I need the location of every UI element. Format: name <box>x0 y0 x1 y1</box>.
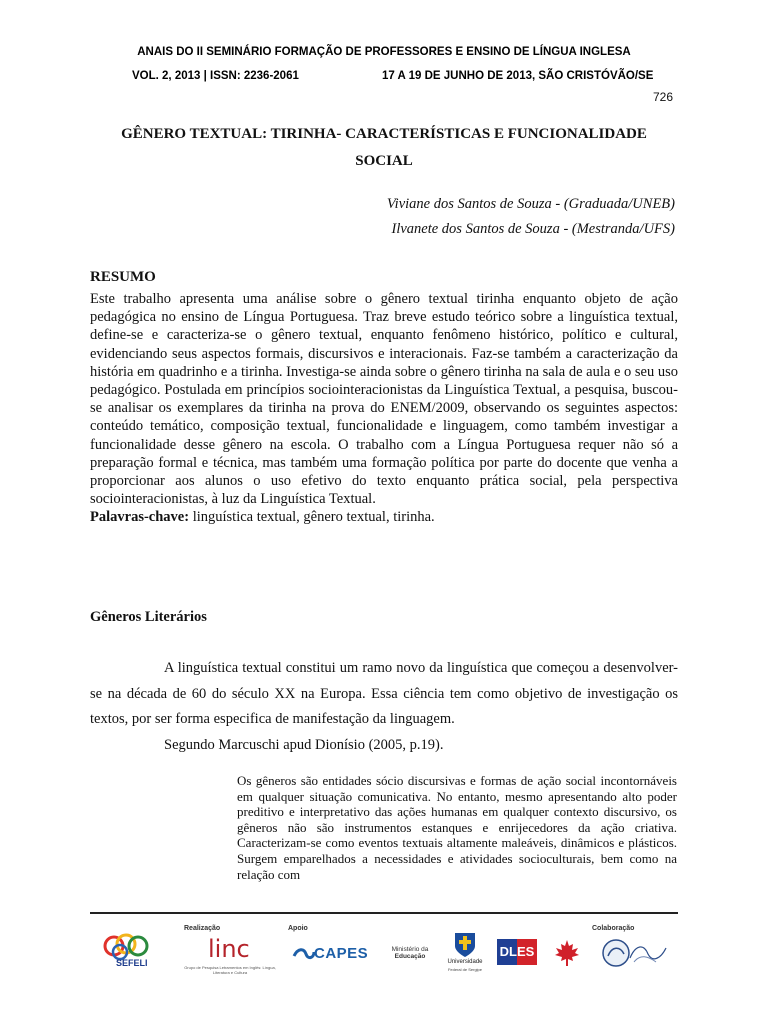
abstract-text: Este trabalho apresenta uma análise sobre o gênero textual tirinha enquanto objeto de ação pedagógica no ensino de Língua Portuguesa. Traz breve estudo teórico sobre a linguística textual, define-se e caracteriza-se o gênero textual, enquanto fenômeno histórico, político e cultural, evidenciando seus aspectos formais, discursivos e interacionais. Faz-se também a caracterização da história em quadrinho e a tirinha. Investiga-se ainda sobre o gênero tirinha na sala de aula e o seu uso pedagógico. Postulada em princípios sociointeracionistas da Linguística Textual, a pesquisa, buscou-se analisar os exemplares da tirinha na prova do ENEM/2009, observando os seguintes aspectos: conteúdo temático, composição textual, funcionalidade e linguagem, como também investigar a funcionalidade desse gênero na escola. O trabalho com a Língua Portuguesa requer não só a preparação formal e técnica, mas também uma formação política por parte do docente que venha a proporcionar aos alunos o uso efetivo do texto enquanto prática social, pela perspectiva sociointeracionistas, à luz da Linguística Textual. <box>90 291 678 508</box>
footer-label-apoio: Apoio <box>288 925 308 932</box>
running-header-date: 17 A 19 DE JUNHO DE 2013, SÃO CRISTÓVÃO/SE <box>382 70 654 82</box>
citation-intro: Segundo Marcuschi apud Dionísio (2005, p.19). <box>164 737 444 753</box>
body-text <box>90 656 678 733</box>
running-header-volume: VOL. 2, 2013 | ISSN: 2236-2061 <box>132 70 299 82</box>
colaboracao-emblem-icon <box>600 936 670 972</box>
running-header-title: ANAIS DO II SEMINÁRIO FORMAÇÃO DE PROFESSORES E ENSINO DE LÍNGUA INGLESA <box>137 46 631 58</box>
ufs-shield-icon <box>454 932 476 958</box>
canada-logo <box>552 938 582 970</box>
paper-title <box>90 121 678 175</box>
paper-title-line1: GÊNERO TEXTUAL: TIRINHA- CARACTERÍSTICAS E FUNCIONALIDADE <box>121 126 647 142</box>
paragraph-1: A linguística textual constitui um ramo novo da linguística que começou a desenvolver-se na década de 60 do século XX na Europa. Essa ciência tem como objetivo de investigação os textos, por ser forma especifica de manifestação da linguagem. <box>90 660 678 727</box>
block-quote: Os gêneros são entidades sócio discursivas e formas de ação social incontornáveis em qualquer situação comunicativa. No entanto, mesmo apresentando alto poder preditivo e interpretativo das ações humanas em qualquer contexto discursivo, os gêneros não são instrumentos estanques e enrijecedores da ação criativa. Caracterizam-se como eventos textuais altamente maleáveis, dinâmicos e plásticos. Surgem emparelhados a necessidades e atividades socioculturais, bem como na relação com <box>237 773 677 882</box>
mec-logo <box>384 946 436 968</box>
linc-logo-text: linc <box>208 935 250 963</box>
capes-logo-text: CAPES <box>314 945 369 962</box>
keywords <box>90 509 435 526</box>
capes-wave-icon <box>292 946 316 962</box>
author-1: Viviane dos Santos de Souza - (Graduada/UNEB) <box>386 196 675 212</box>
ufs-logo-line2: Federal de Sergipe <box>447 967 483 972</box>
capes-logo <box>292 944 374 966</box>
ufs-logo <box>441 932 489 976</box>
abstract-heading: RESUMO <box>90 269 156 285</box>
mec-logo-line2: Educação <box>394 953 426 960</box>
paper-title-line2: SOCIAL <box>355 153 413 169</box>
page-number: 726 <box>652 90 673 104</box>
linc-logo-caption: Grupo de Pesquisa Letramentos em Inglês: Língua, Literatura e Cultura <box>184 965 276 975</box>
section-heading: Gêneros Literários <box>90 609 207 625</box>
ufs-logo-line1: Universidade <box>447 959 483 965</box>
dles-logo-text: DLES <box>499 944 535 959</box>
linc-logo <box>184 935 276 975</box>
keywords-label: Palavras-chave: <box>90 509 190 525</box>
colaboracao-logo <box>600 936 670 972</box>
footer-label-colaboracao: Colaboração <box>592 925 635 932</box>
maple-leaf-icon <box>552 938 582 968</box>
dles-logo <box>497 939 537 965</box>
sefeli-logo <box>98 930 160 972</box>
sefeli-logo-text: SEFELI <box>116 958 148 968</box>
keywords-text: linguística textual, gênero textual, tirinha. <box>189 509 435 525</box>
footer-label-realizacao: Realização <box>184 925 221 932</box>
mec-logo-line1: Ministério da <box>391 946 429 953</box>
author-2: Ilvanete dos Santos de Souza - (Mestranda/UFS) <box>391 221 675 237</box>
footer-rule <box>90 912 678 914</box>
